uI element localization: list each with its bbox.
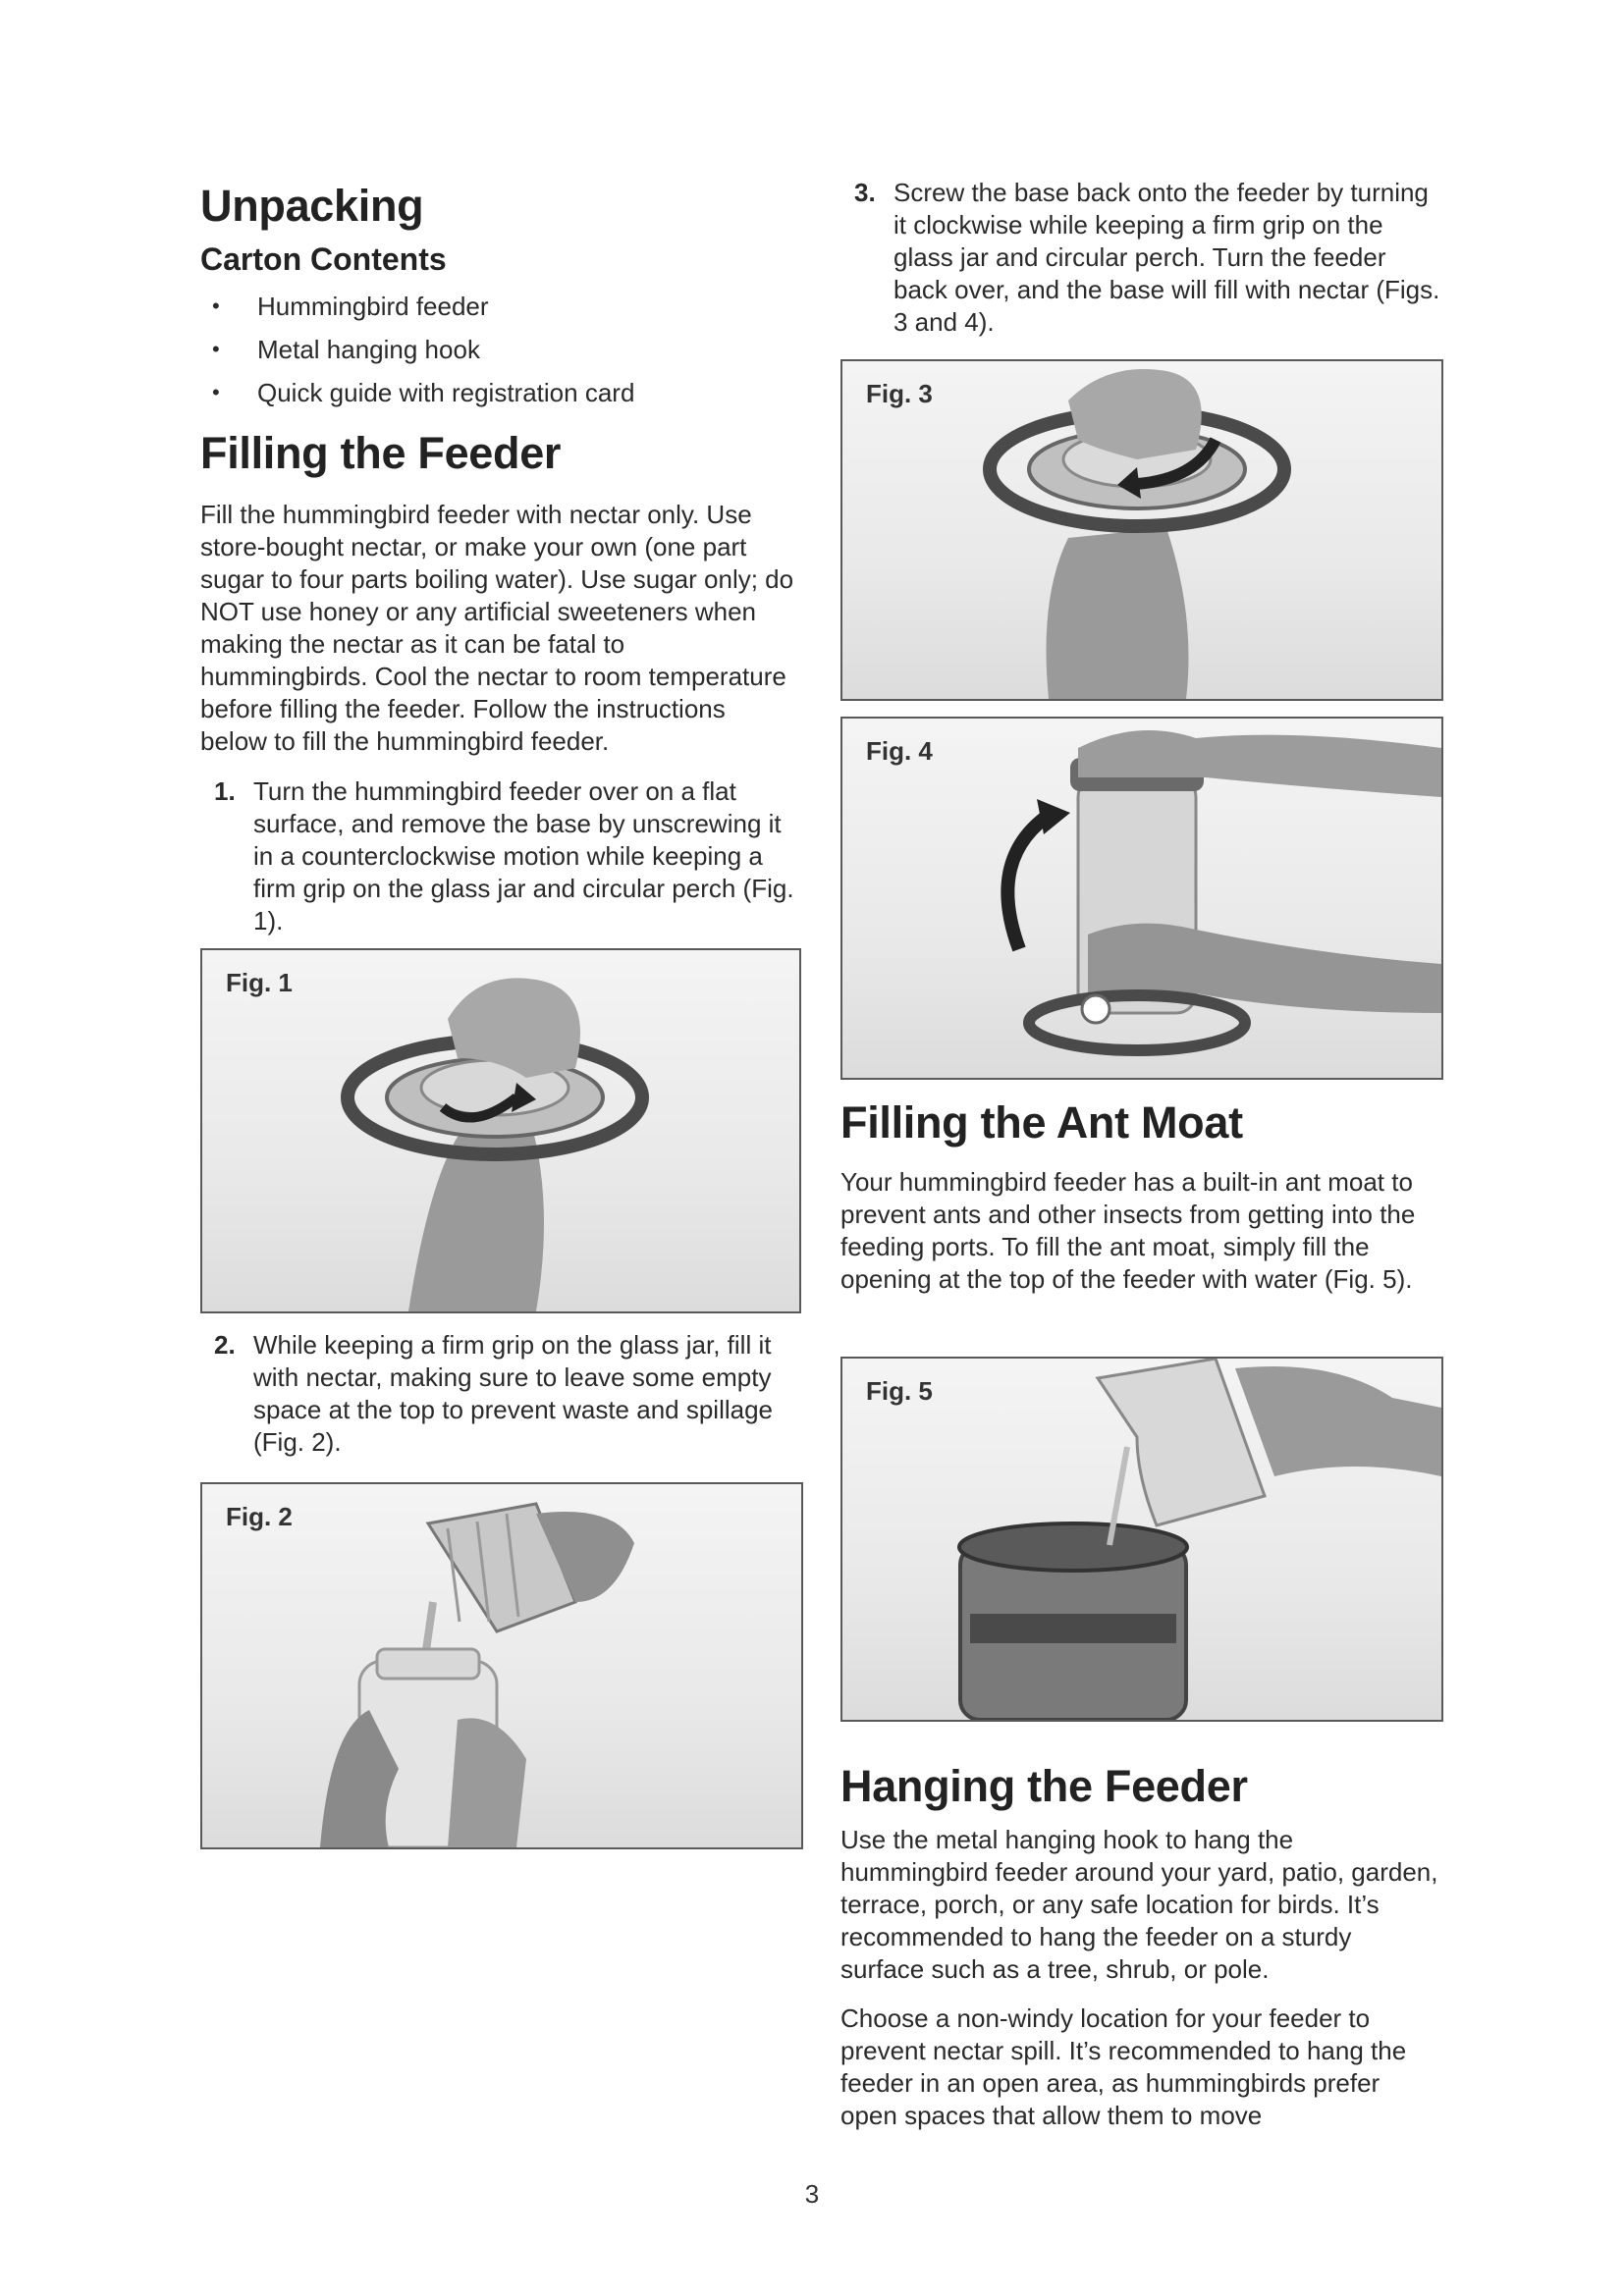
hanging-title: Hanging the Feeder (840, 1761, 1248, 1811)
list-item: • Metal hanging hook (200, 328, 801, 371)
list-item: • Hummingbird feeder (200, 285, 801, 328)
step-text: While keeping a firm grip on the glass jar, fill it with nectar, making sure to leave some empty space at the top to prevent waste and spillage (Fig. 2). (253, 1330, 774, 1457)
carton-contents-list (200, 285, 801, 414)
unpacking-title: Unpacking (200, 181, 424, 231)
ant-moat-title: Filling the Ant Moat (840, 1097, 1243, 1148)
figure-label: Fig. 1 (226, 968, 293, 997)
carton-contents-title: Carton Contents (200, 241, 447, 277)
fill-ant-moat-illustration (842, 1359, 1441, 1720)
step-number: 2. (214, 1330, 236, 1360)
ant-moat-text: Your hummingbird feeder has a built-in ant moat to prevent ants and other insects from getting into the feeding ports. To fill the ant moat, simply fill the opening at the top of the feeder with water (Fig. 5). (840, 1167, 1416, 1294)
step-1 (214, 775, 801, 937)
figure-label: Fig. 2 (226, 1502, 293, 1531)
bullet-icon: • (212, 337, 220, 361)
step-number: 1. (214, 776, 236, 806)
figure-label: Fig. 3 (866, 379, 933, 408)
step-text: Turn the hummingbird feeder over on a flat surface, and remove the base by unscrewing it in a counterclockwise motion while keeping a firm grip on the glass jar and circular perch (Fig. 1). (253, 776, 794, 935)
figure-4 (840, 717, 1443, 1080)
screw-base-illustration (842, 361, 1441, 699)
hanging-paragraph-1: Use the metal hanging hook to hang the hummingbird feeder around your yard, patio, garden, terrace, porch, or any safe location for birds. It’s recommended to hang the feeder on a sturdy surface such as a tree, shrub, or pole. (840, 1825, 1438, 1984)
hanging-paragraph-2: Choose a non-windy location for your feeder to prevent nectar spill. It’s recommended to hang the feeder in an open area, as hummingbirds prefer open spaces that allow them to move (840, 2003, 1407, 2130)
step-text: Screw the base back onto the feeder by turning it clockwise while keeping a firm grip on the glass jar and circular perch. Turn the feeder back over, and the base will fill with nectar (Figs. 3 and 4). (893, 178, 1440, 337)
flip-feeder-illustration (842, 719, 1441, 1078)
figure-3 (840, 359, 1443, 701)
figure-1 (200, 948, 801, 1313)
filling-intro: Fill the hummingbird feeder with nectar only. Use store-bought nectar, or make your own (one part sugar to four parts boiling water). Use sugar only; do NOT use honey or any artificial sweeteners when making the nectar as it can be fatal to hummingbirds. Cool the nectar to room temperature before filling the feeder. Follow the instructions below to fill the hummingbird feeder. (200, 500, 794, 756)
bullet-icon: • (212, 380, 220, 404)
figure-label: Fig. 5 (866, 1376, 933, 1406)
step-number: 3. (854, 178, 876, 207)
figure-2 (200, 1482, 803, 1849)
pour-nectar-illustration (202, 1484, 801, 1847)
figure-label: Fig. 4 (866, 736, 933, 766)
filling-feeder-title: Filling the Feeder (200, 428, 562, 478)
step-3 (854, 177, 1441, 339)
step-2 (214, 1329, 801, 1459)
figure-5 (840, 1357, 1443, 1722)
page-number: 3 (804, 2179, 820, 2209)
list-item: • Quick guide with registration card (200, 371, 801, 414)
unscrew-base-illustration (202, 950, 799, 1311)
bullet-icon: • (212, 294, 220, 318)
